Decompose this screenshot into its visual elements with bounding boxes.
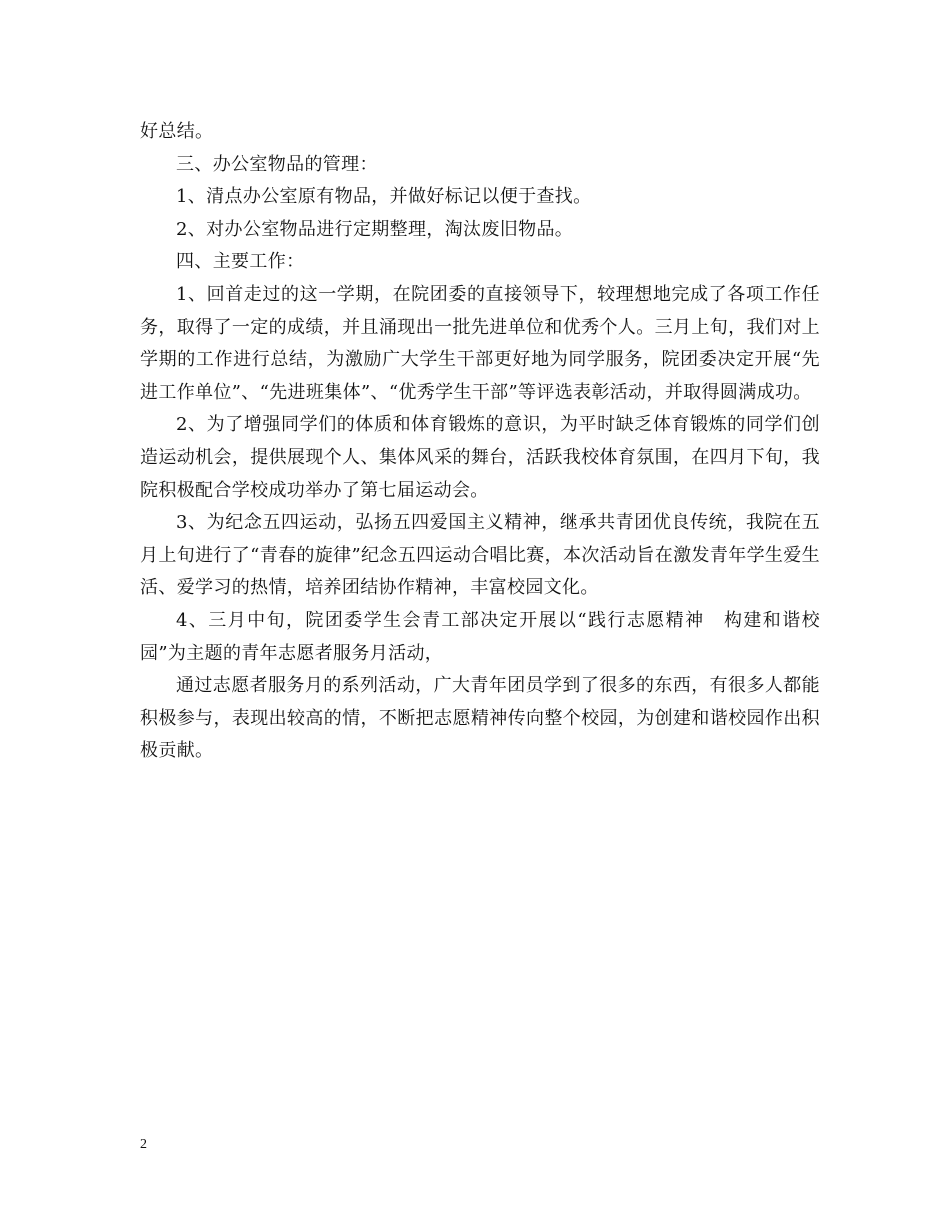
- paragraph-work-2: 2、为了增强同学们的体质和体育锻炼的意识，为平时缺乏体育锻炼的同学们创造运动机会，提供展现个人、集体风采的舞台，活跃我校体育氛围，在四月下旬，我院积极配合学校成功举办了第七届运动会。: [140, 414, 820, 501]
- paragraph-volunteer-summary: 通过志愿者服务月的系列活动，广大青年团员学到了很多的东西，有很多人都能积极参与，表现出较高的情，不断把志愿精神传向整个校园，为创建和谐校园作出积极贡献。: [140, 675, 820, 762]
- paragraph-item-1: 1、清点办公室原有物品，并做好标记以便于查找。: [176, 186, 592, 208]
- section-heading-office-items: 三、办公室物品的管理：: [176, 153, 378, 175]
- section-heading-main-work: 四、主要工作：: [176, 251, 305, 273]
- paragraph-work-4: 4、三月中旬，院团委学生会青工部决定开展以“践行志愿精神 构建和谐校园”为主题的青年志愿者服务月活动，: [140, 609, 820, 664]
- paragraph-work-3: 3、为纪念五四运动，弘扬五四爱国主义精神，继承共青团优良传统，我院在五月上旬进行了“青春的旋律”纪念五四运动合唱比赛，本次活动旨在激发青年学生爱生活、爱学习的热情，培养团结协作精神，丰富校园文化。: [140, 512, 820, 599]
- paragraph-continuation: 好总结。: [140, 121, 214, 142]
- paragraph-item-2: 2、对办公室物品进行定期整理，淘汰废旧物品。: [176, 218, 574, 240]
- paragraph-work-1: 1、回首走过的这一学期，在院团委的直接领导下，较理想地完成了各项工作任务，取得了一定的成绩，并且涌现出一批先进单位和优秀个人。三月上旬，我们对上学期的工作进行总结，为激励广大学生干部更好地为同学服务，院团委决定开展“先进工作单位”、“先进班集体”、“优秀学生干部”等评选表彰活动，并取得圆满成功。: [140, 283, 820, 403]
- page-number: 2: [140, 1137, 147, 1152]
- document-body: [140, 116, 820, 768]
